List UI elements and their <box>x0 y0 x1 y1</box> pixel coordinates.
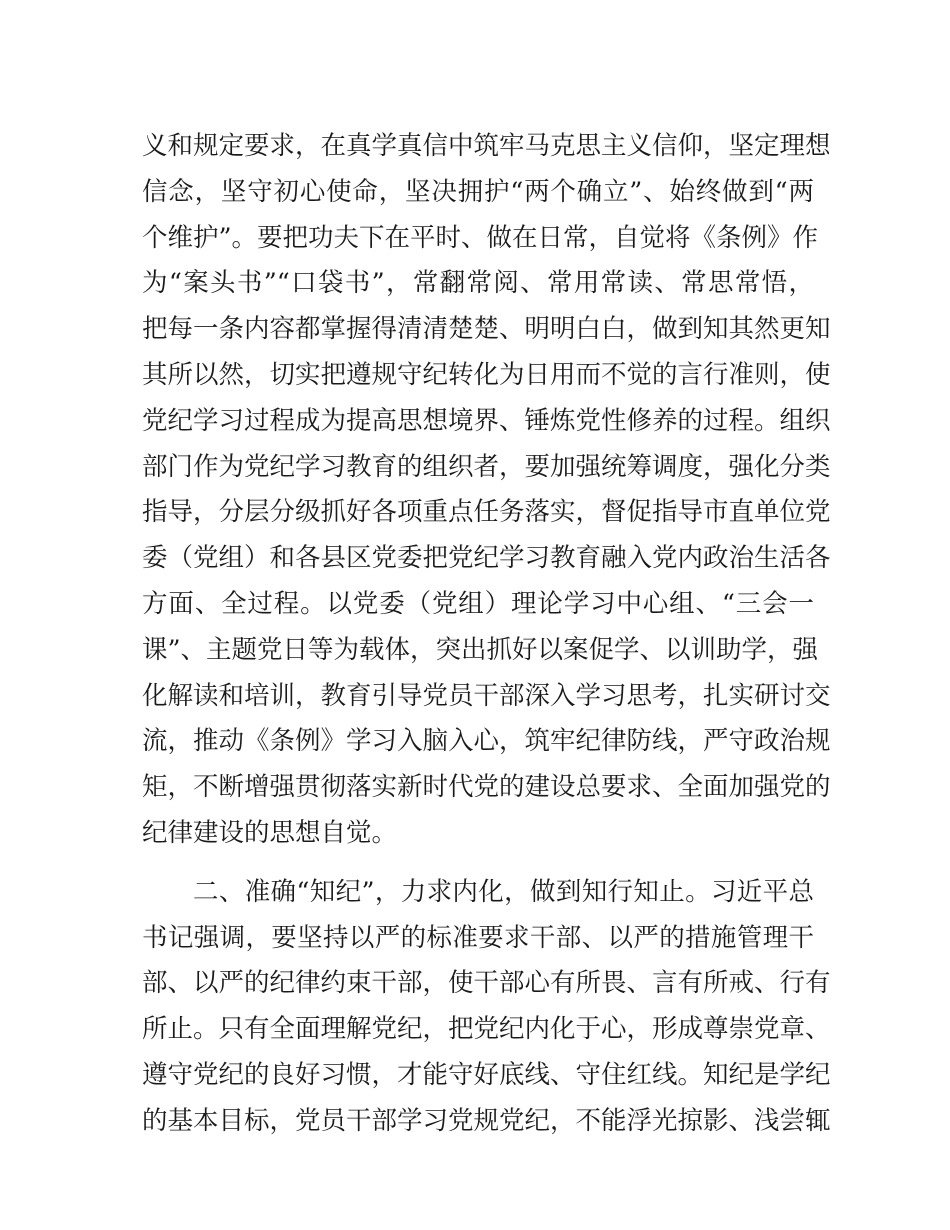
text-line: 书记强调，要坚持以严的标准要求干部、以严的措施管理干 <box>142 922 814 953</box>
text-line: 义和规定要求，在真学真信中筑牢马克思主义信仰，坚定理想 <box>142 131 831 161</box>
text-line: 指导，分层分级抓好各项重点任务落实，督促指导市直单位党 <box>142 497 831 528</box>
text-line: 委（党组）和各县区党委把党纪学习教育融入党内政治生活各 <box>142 543 831 574</box>
document-body <box>142 124 831 1145</box>
text-line: 方面、全过程。以党委（党组）理论学习中心组、“三会一 <box>142 588 814 619</box>
paragraph-spacer <box>142 857 814 870</box>
paragraph-2 <box>142 870 831 1145</box>
text-line: 二、准确“知纪”，力求内化，做到知行知止。习近平总 <box>193 876 814 907</box>
text-line: 党纪学习过程成为提高思想境界、锤炼党性修养的过程。组织 <box>142 405 831 436</box>
text-line: 部、以严的纪律约束干部，使干部心有所畏、言有所戒、行有 <box>142 968 831 999</box>
text-line: 纪律建设的思想自觉。 <box>142 817 398 848</box>
text-line: 遵守党纪的良好习惯，才能守好底线、守住红线。知纪是学纪 <box>142 1059 831 1090</box>
text-line: 课”、主题党日等为载体，突出抓好以案促学、以训助学，强 <box>142 634 819 665</box>
text-line: 矩，不断增强贯彻落实新时代党的建设总要求、全面加强党的 <box>142 772 831 803</box>
text-line: 部门作为党纪学习教育的组织者，要加强统筹调度，强化分类 <box>142 451 831 482</box>
text-line: 的基本目标，党员干部学习党规党纪，不能浮光掠影、浅尝辄 <box>142 1105 831 1136</box>
text-line: 把每一条内容都掌握得清清楚楚、明明白白，做到知其然更知 <box>142 314 831 345</box>
text-line: 所止。只有全面理解党纪，把党纪内化于心，形成尊崇党章、 <box>142 1014 831 1045</box>
text-line: 流，推动《条例》学习入脑入心，筑牢纪律防线，严守政治规 <box>142 726 831 757</box>
text-line: 其所以然，切实把遵规守纪转化为日用而不觉的言行准则，使 <box>142 359 831 390</box>
paragraph-1 <box>142 124 831 857</box>
text-line: 为“案头书”“口袋书”，常翻常阅、常用常读、常思常悟， <box>142 268 814 299</box>
text-line: 信念，坚守初心使命，坚决拥护“两个确立”、始终做到“两 <box>142 176 814 207</box>
text-line: 个维护”。要把功夫下在平时、做在日常，自觉将《条例》作 <box>142 222 819 253</box>
text-line: 化解读和培训，教育引导党员干部深入学习思考，扎实研讨交 <box>142 680 831 711</box>
